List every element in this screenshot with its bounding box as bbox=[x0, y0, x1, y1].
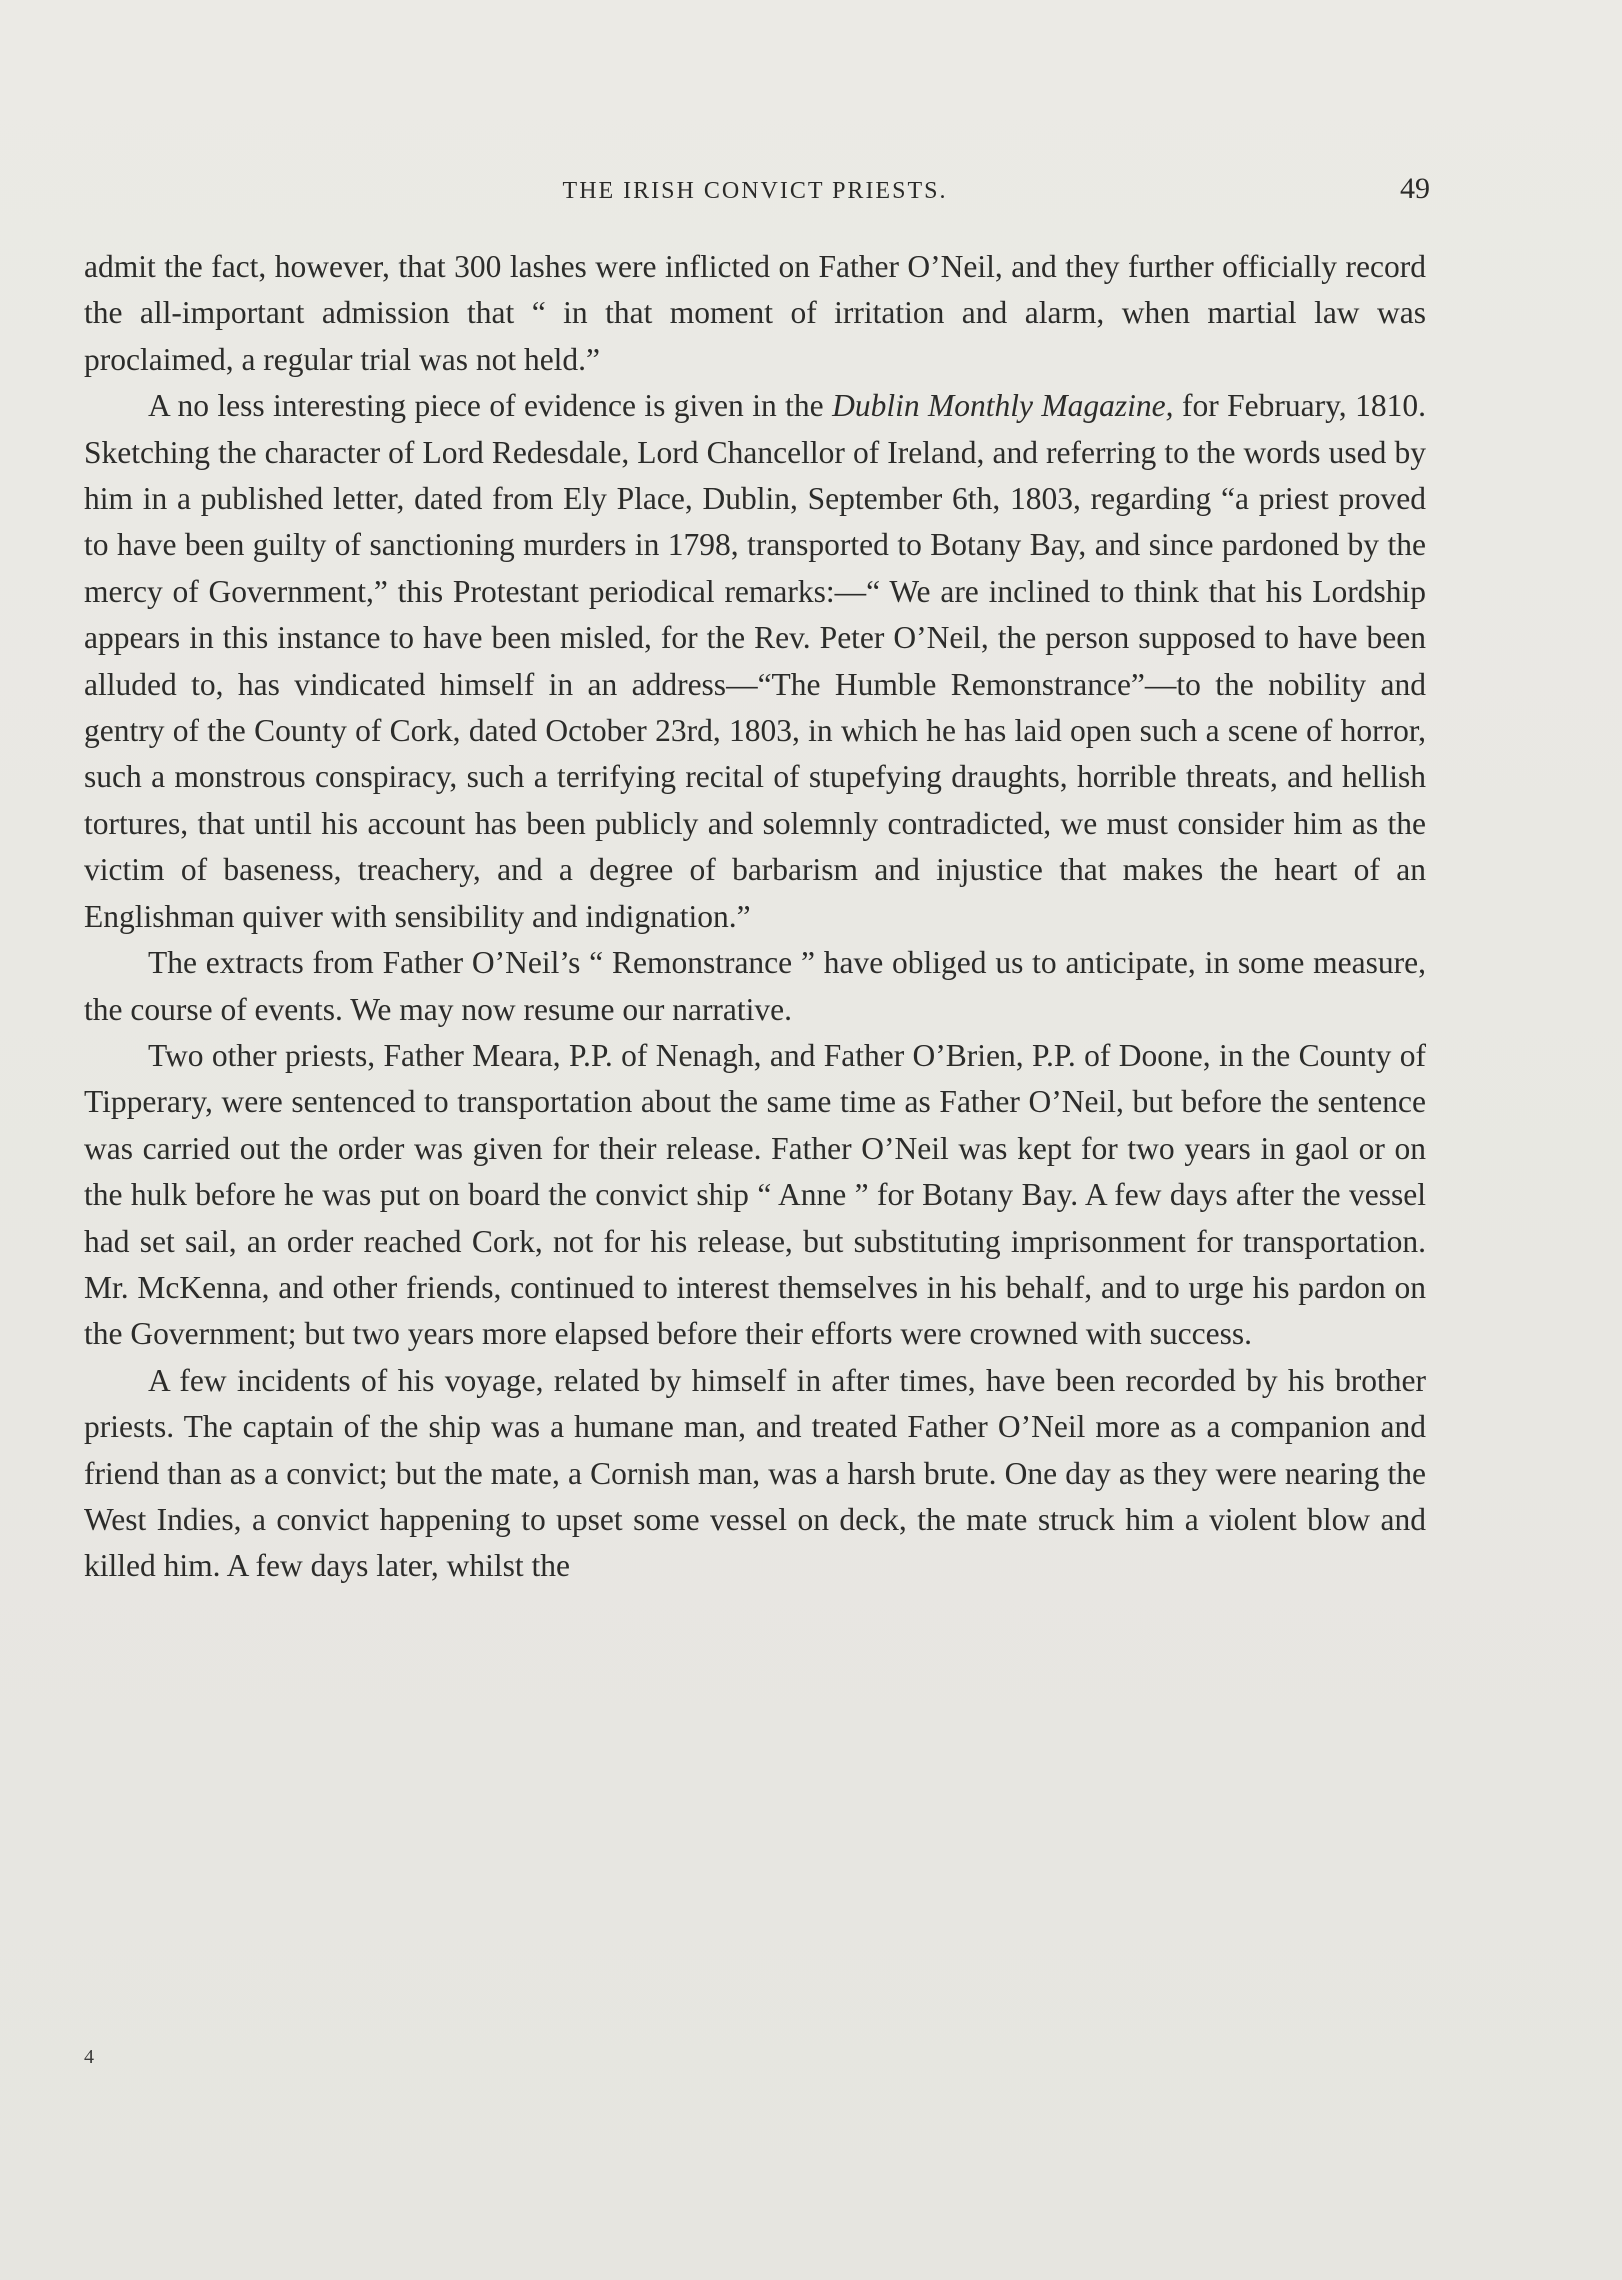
paragraph-rest: for February, 1810. Sketching the character of Lord Redesdale, Lord Chancellor of Ireland, and referring to the words used by him in a published letter, dated from Ely Place, Dublin, September 6th, 1803, regarding “a priest proved to have been guilty of sanctioning murders in 1798, transported to Botany Bay, and since pardoned by the mercy of Government,” this Protestant periodical remarks:—“ We are inclined to think that his Lordship appears in this instance to have been misled, for the Rev. Peter O’Neil, the person supposed to have been alluded to, has vindicated himself in an address—“The Humble Remonstrance”—to the nobility and gentry of the County of Cork, dated October 23rd, 1803, in which he has laid open such a scene of horror, such a monstrous conspiracy, such a terrifying recital of stupefying draughts, horrible threats, and hellish tortures, that until his account has been publicly and solemnly contradicted, we must consider him as the victim of baseness, treachery, and a degree of barbarism and injustice that makes the heart of an Englishman quiver with sensibility and indignation.” bbox=[84, 388, 1426, 934]
publication-title: Dublin Monthly Magazine, bbox=[832, 388, 1174, 424]
running-header bbox=[84, 172, 1430, 212]
paragraph-lead: A no less interesting piece of evidence is given in the bbox=[148, 388, 833, 424]
running-title: THE IRISH CONVICT PRIESTS. bbox=[562, 178, 948, 204]
page-number: 49 bbox=[1400, 172, 1430, 205]
body-text bbox=[84, 244, 1426, 1590]
signature-mark: 4 bbox=[84, 2046, 94, 2068]
paragraph-voyage: A few incidents of his voyage, related by himself in after times, have been recorded by his brother priests. The captain of the ship was a humane man, and treated Father O’Neil more as a companion and friend than as a convict; but the mate, a Cornish man, was a harsh brute. One day as they were nearing the West Indies, a convict happening to upset some vessel on deck, the mate struck him a violent blow and killed him. A few days later, whilst the bbox=[84, 1362, 1426, 1584]
paragraph-remonstrance: The extracts from Father O’Neil’s “ Remonstrance ” have obliged us to anticipate, in some measure, the course of events. We may now resume our narrative. bbox=[84, 945, 1426, 1027]
paragraph-dublin-monthly bbox=[84, 383, 1426, 940]
paragraph-other-priests: Two other priests, Father Meara, P.P. of Nenagh, and Father O’Brien, P.P. of Doone, in the County of Tipperary, were sentenced to transportation about the same time as Father O’Neil, but before the sentence was carried out the order was given for their release. Father O’Neil was kept for two years in gaol or on the hulk before he was put on board the convict ship “ Anne ” for Botany Bay. A few days after the vessel had set sail, an order reached Cork, not for his release, but substituting imprisonment for transportation. Mr. McKenna, and other friends, continued to interest themselves in his behalf, and to urge his pardon on the Government; but two years more elapsed before their efforts were crowned with success. bbox=[84, 1037, 1426, 1352]
paragraph-continuation: admit the fact, however, that 300 lashes were inflicted on Father O’Neil, and they further officially record the all-important admission that “ in that moment of irritation and alarm, when martial law was proclaimed, a regular trial was not held.” bbox=[84, 249, 1426, 377]
